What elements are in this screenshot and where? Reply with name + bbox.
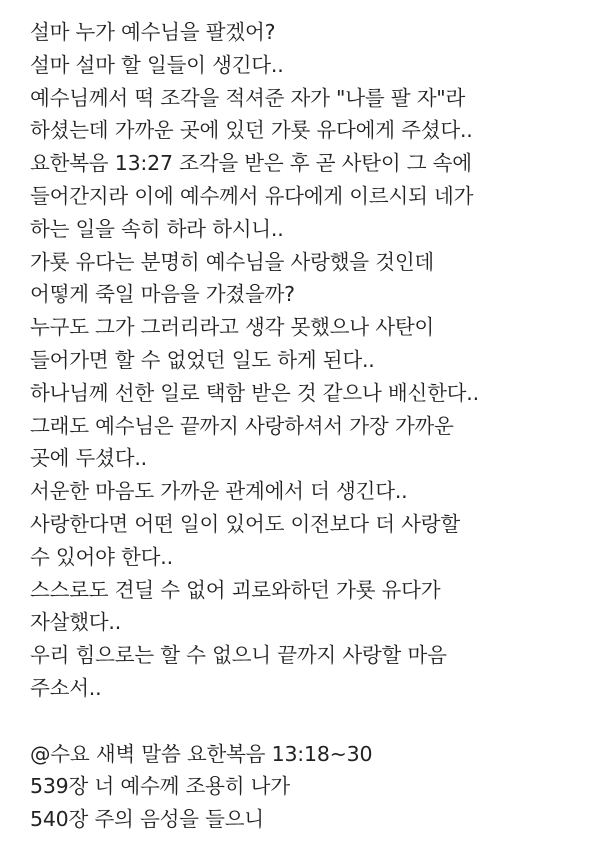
sermon-reference: @수요 새벽 말씀 요한복음 13:18~30: [30, 741, 373, 766]
body-line: 주소서..: [30, 675, 102, 700]
body-line: 하나님께 선한 일로 택함 받은 것 같으나 배신한다..: [30, 380, 479, 405]
body-line: 설마 누가 예수님을 팔겠어?: [30, 20, 276, 44]
body-line: 서운한 마음도 가까운 관계에서 더 생긴다..: [30, 479, 408, 504]
body-line: 스스로도 견딜 수 없어 괴로와하던 가룟 유다가: [30, 577, 441, 602]
hymn-line: 540장 주의 음성을 들으니: [30, 807, 264, 832]
body-line: 사랑한다면 어떤 일이 있어도 이전보다 더 사랑할: [30, 511, 460, 536]
body-line: 하셨는데 가까운 곳에 있던 가룟 유다에게 주셨다..: [30, 118, 473, 143]
body-line: 수 있어야 한다..: [30, 544, 173, 569]
body-line: 그래도 예수님은 끝까지 사랑하셔서 가장 가까운: [30, 413, 454, 438]
body-line: 하는 일을 속히 하라 하시니..: [30, 216, 284, 241]
body-line: 곳에 두셨다..: [30, 446, 147, 471]
blank-line: [30, 705, 590, 738]
body-line: 예수님께서 떡 조각을 적셔준 자가 "나를 팔 자"라: [30, 85, 466, 110]
body-line: 들어간지라 이에 예수께서 유다에게 이르시되 네가: [30, 183, 474, 208]
body-line: 어떻게 죽일 마음을 가졌을까?: [30, 282, 295, 307]
body-line: 들어가면 할 수 없었던 일도 하게 된다..: [30, 347, 375, 372]
body-line: 자살했다..: [30, 610, 122, 635]
memo-text: [30, 16, 590, 836]
body-line: 가룟 유다는 분명히 예수님을 사랑했을 것인데: [30, 249, 435, 274]
body-line: 요한복음 13:27 조각을 받은 후 곧 사탄이 그 속에: [30, 151, 472, 176]
body-line: 우리 힘으로는 할 수 없으니 끝까지 사랑할 마음: [30, 643, 447, 668]
hymn-line: 539장 너 예수께 조용히 나가: [30, 774, 290, 799]
body-line: 설마 설마 할 일들이 생긴다..: [30, 52, 284, 77]
body-line: 누구도 그가 그러리라고 생각 못했으나 사탄이: [30, 315, 435, 340]
